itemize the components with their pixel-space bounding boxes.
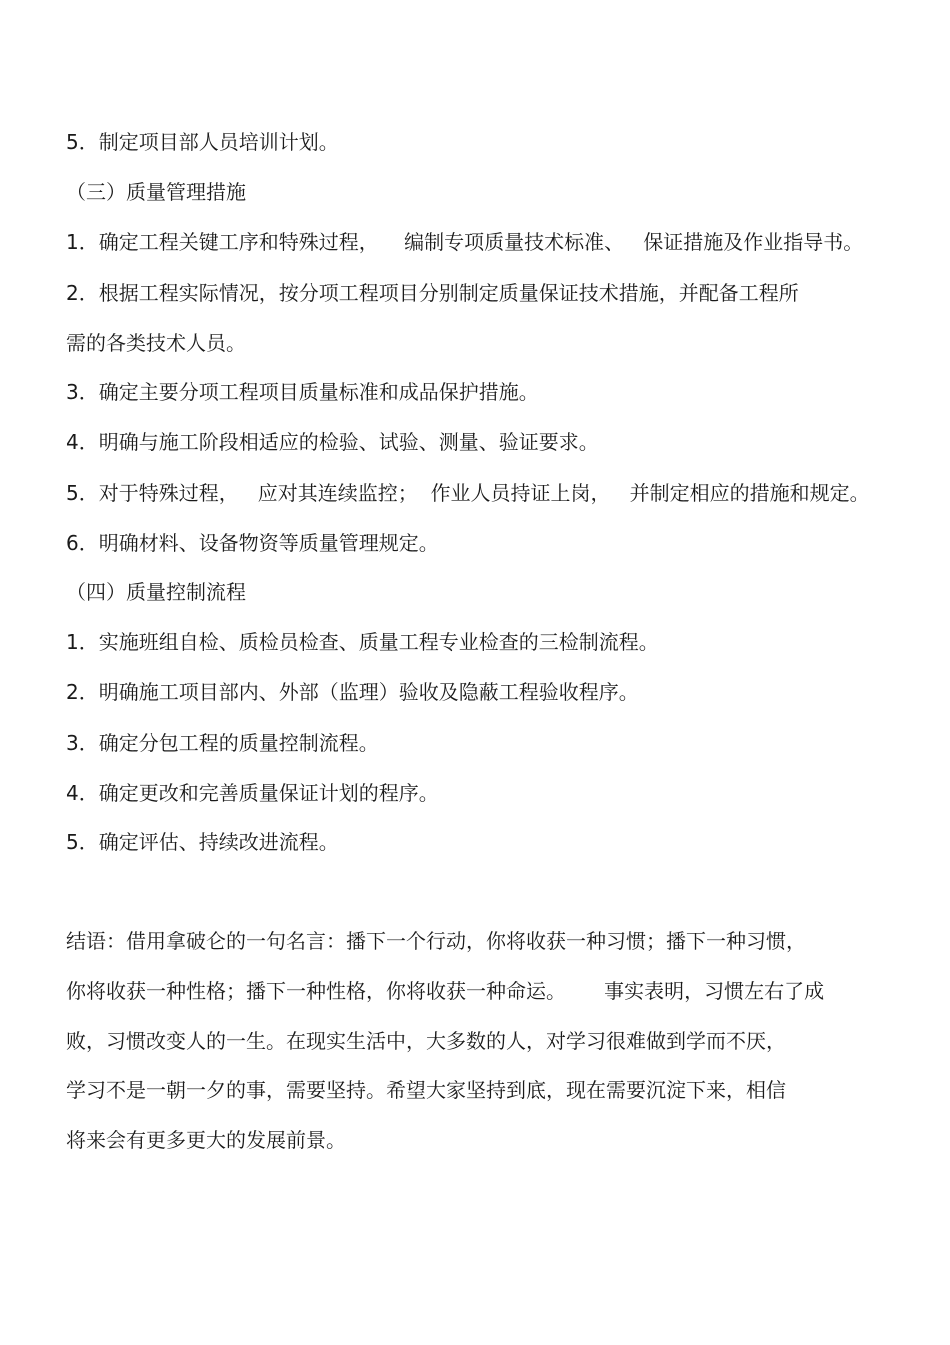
quality-measures-item-5: 5．对于特殊过程， 应对其连续监控； 作业人员持证上岗， 并制定相应的措施和规定。	[66, 481, 870, 505]
quality-control-item-4: 4．确定更改和完善质量保证计划的程序。	[66, 781, 439, 805]
quality-measures-item-2-line-2: 需的各类技术人员。	[66, 331, 246, 355]
quality-control-item-3: 3．确定分包工程的质量控制流程。	[66, 731, 379, 755]
conclusion-line-2: 你将收获一种性格；播下一种性格，你将收获一种命运。 事实表明，习惯左右了成	[66, 979, 825, 1003]
quality-control-item-2: 2．明确施工项目部内、外部（监理）验收及隐蔽工程验收程序。	[66, 680, 639, 704]
quality-control-item-1: 1．实施班组自检、质检员检查、质量工程专业检查的三检制流程。	[66, 630, 659, 654]
quality-measures-item-6: 6．明确材料、设备物资等质量管理规定。	[66, 531, 439, 555]
conclusion-line-3: 败，习惯改变人的一生。在现实生活中，大多数的人，对学习很难做到学而不厌，	[66, 1029, 786, 1053]
quality-measures-item-4: 4．明确与施工阶段相适应的检验、试验、测量、验证要求。	[66, 430, 599, 454]
quality-measures-heading: （三）质量管理措施	[66, 180, 246, 204]
quality-measures-item-2-line-1: 2．根据工程实际情况，按分项工程项目分别制定质量保证技术措施，并配备工程所	[66, 281, 799, 305]
quality-measures-item-3: 3．确定主要分项工程项目质量标准和成品保护措施。	[66, 380, 539, 404]
conclusion-line-4: 学习不是一朝一夕的事，需要坚持。希望大家坚持到底，现在需要沉淀下来，相信	[66, 1078, 786, 1102]
conclusion-line-5: 将来会有更多更大的发展前景。	[66, 1128, 346, 1152]
quality-control-item-5: 5．确定评估、持续改进流程。	[66, 830, 339, 854]
conclusion-line-1: 结语：借用拿破仑的一句名言：播下一个行动，你将收获一种习惯；播下一种习惯，	[66, 929, 806, 953]
training-plan-item-5: 5．制定项目部人员培训计划。	[66, 130, 339, 154]
quality-measures-item-1: 1．确定工程关键工序和特殊过程， 编制专项质量技术标准、 保证措施及作业指导书。	[66, 230, 864, 254]
quality-control-heading: （四）质量控制流程	[66, 580, 246, 604]
